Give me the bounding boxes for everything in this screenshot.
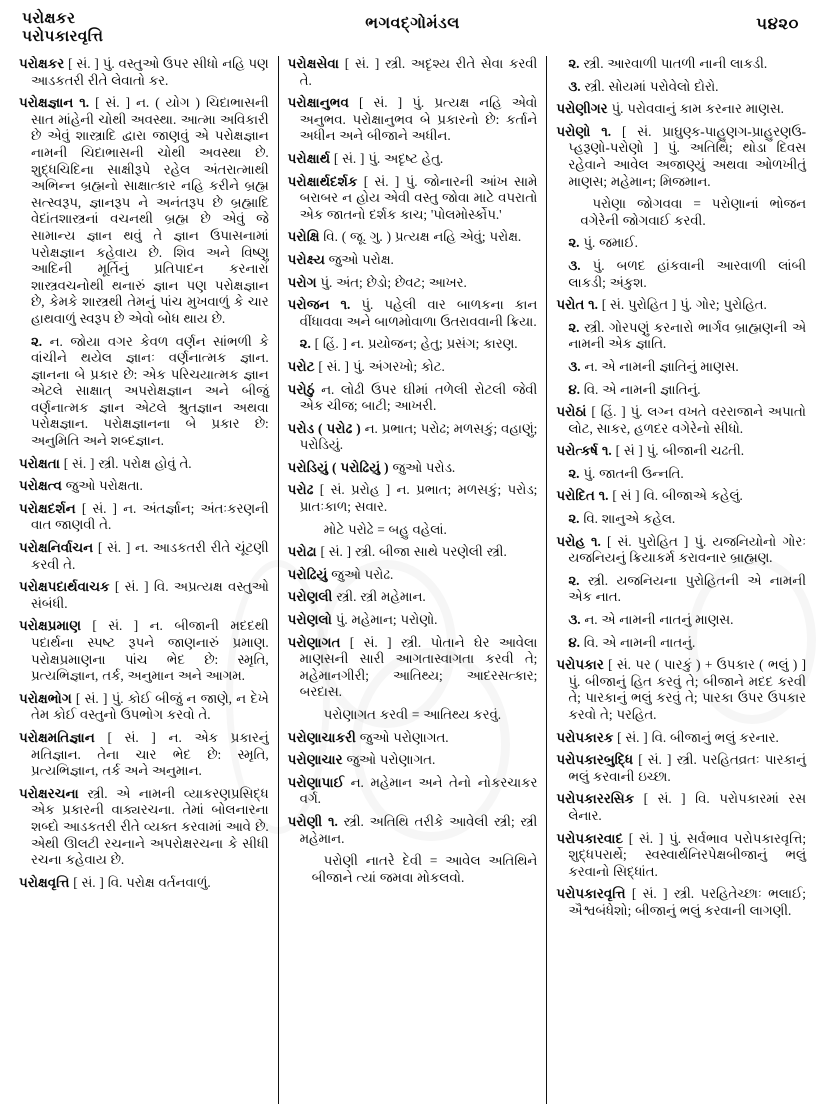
entry-part-of-speech: ન. (364, 420, 378, 436)
entry-definition: એ નામની જ્ઞાતિનું. (602, 381, 701, 397)
entry-etymology: [ સં. ] (97, 540, 131, 556)
dictionary-entry (288, 421, 538, 454)
entry-etymology: [ સં. ] (631, 886, 668, 902)
dictionary-entry (19, 456, 269, 473)
dictionary-entry (19, 478, 269, 495)
page-number: ૫૪૨૦ (756, 14, 799, 33)
entry-headword: પરોણાચાકરી (287, 729, 356, 745)
entry-definition: જોનારની આંખ સામે બરાબર ન હોય એવી વસ્તુ જોવા માટે વપરાતો એક જાતનો દર્શક કાચ; 'પોલમોર્સ્કોપ.' (299, 173, 538, 222)
text-column-3 (549, 56, 813, 1104)
entry-headword: પરોપકારવૃત્તિ (556, 886, 626, 902)
entry-part-of-speech: પું. (583, 235, 596, 251)
dictionary-entry (556, 573, 806, 606)
dictionary-entry (288, 730, 538, 747)
dictionary-entry (19, 334, 269, 450)
entry-part-of-speech: પું. (320, 274, 333, 290)
entry-headword: પરોક્ષજ્ઞાન (19, 95, 74, 111)
dictionary-entry (556, 791, 806, 824)
entry-headword: પરોદિત (556, 488, 595, 504)
dictionary-entry (556, 320, 806, 353)
entry-definition: પરોક્ષ હોવું તે. (122, 455, 192, 471)
entry-part-of-speech: વિ. (651, 729, 667, 745)
entry-part-of-speech: પું. (680, 297, 693, 313)
entry-definition: એક પ્રકારનું મતિજ્ઞાન. તેના ચાર ભેદ છે: સ્મૃતિ, પ્રત્યભિજ્ઞાન, તર્ક અને અનુમાન. (31, 729, 269, 779)
entry-sense-number: ૧. (601, 443, 612, 459)
entry-etymology: [ સં. ] (318, 358, 349, 374)
entry-sense-number: ૨. (299, 336, 311, 352)
entry-part-of-speech: સ્ત્રી. (583, 56, 604, 71)
dictionary-entry (19, 579, 269, 612)
entry-headword: પરોઠાં (556, 404, 587, 420)
entry-part-of-speech: પું. (361, 297, 374, 313)
entry-etymology: [ સં. ] (81, 500, 117, 516)
entry-etymology: [ સં. ] (358, 95, 403, 111)
entry-definition: એ નામની નાતનું માણસ. (601, 612, 734, 628)
entry-part-of-speech: ન. (168, 729, 182, 745)
dictionary-entry (288, 95, 538, 145)
dictionary-entry (556, 488, 806, 505)
column-divider (278, 56, 279, 1104)
dictionary-entry (288, 252, 538, 269)
entry-part-of-speech: વિ. (323, 229, 338, 245)
entry-part-of-speech: સ્ત્રી. (676, 752, 697, 768)
entry-headword: પરોક્ષમતિજ્ઞાન (19, 729, 95, 745)
entry-part-of-speech: પું. (669, 830, 682, 846)
entry-etymology: [ હિં. ] (314, 336, 347, 352)
entry-headword: પરોડિયું ( પરોઢિયું ) (287, 459, 389, 475)
entry-headword: પરોણાપાઈ (287, 774, 345, 790)
entry-part-of-speech: ન. (123, 500, 137, 516)
entry-definition: એ નામની જ્ઞાતિનું માણસ. (601, 358, 739, 374)
entry-definition: ( જૂ. ગુ. ) પ્રત્યક્ષ નહિ એવું; પરોક્ષ. (341, 229, 522, 245)
entry-headword: પરોક્ષનિર્વાચન (19, 540, 94, 556)
entry-etymology: [ સં ] (615, 443, 643, 459)
entry-part-of-speech: સ્ત્રી. (354, 544, 376, 560)
entry-part-of-speech: પું. (111, 690, 124, 706)
dictionary-entry (556, 730, 806, 747)
entry-part-of-speech: પું. (583, 465, 596, 481)
entry-phrase (288, 707, 538, 724)
entry-definition: પરહિતેચ્છાઃ ભલાઈ; ઐશ્વબંધેશો; બીજાનું ભલું કરવાની લાગણી. (568, 886, 806, 918)
entry-sense-number: ૩. (568, 257, 581, 273)
entry-part-of-speech: ન. (584, 358, 598, 374)
entry-definition: પહેલી વાર બાળકના કાન વીંધાવવા અને બાળમોવાળા ઉતરાવવાની ક્રિયા. (299, 297, 538, 329)
entry-sense-number: ૩. (568, 78, 581, 94)
entry-etymology: [ સં. પુરોહિત ] (601, 297, 677, 313)
entry-definition: અંત; છેડો; છેવટ; આખર. (336, 274, 467, 290)
entry-sense-number: ૧. (79, 95, 90, 111)
entry-part-of-speech: વિ. (583, 634, 599, 650)
entry-definition: પ્રત્યક્ષ નહિ એવો અનુભવ. પરોક્ષાનુભવ બે પ્રકારનો છે: કર્તાને અધીન અને બીજાને અધીન. (299, 95, 538, 144)
entry-part-of-speech: વિ. (153, 579, 169, 595)
entry-definition: સર્વભાવ પરોપકારવૃત્તિ; શુદ્ધપરાર્થે; સ્વસ્વાર્થનિરપેક્ષબીજાનું ભલું કરવાનો સિદ્ધાંત. (568, 830, 807, 879)
entry-definition: વસ્તુઓ ઉપર સીધો નહિ પણ આડકતરી રીતે લેવાતો કર. (31, 56, 269, 88)
entry-phrase (556, 196, 806, 229)
entry-etymology: [ સં. ] (68, 56, 99, 71)
entry-headword: પરોક્ષાર્થ (287, 150, 331, 166)
dictionary-entry (288, 56, 538, 89)
column-divider (546, 56, 547, 1104)
entry-sense-number: ૧. (601, 123, 612, 139)
entry-headword: પરોણલી (287, 589, 333, 605)
entry-part-of-speech: પું. (405, 173, 418, 189)
entry-definition: બળદ હાંકવાની આરવાળી લાંબી લાકડી; અંકુશ. (568, 257, 807, 290)
entry-etymology: [ સં. ] (95, 95, 131, 111)
entry-phrase (288, 522, 538, 539)
dictionary-entry (19, 501, 269, 534)
entry-definition: મહેમાન; પરોણો. (351, 612, 438, 628)
entry-definition: બીજાની ચઢતી. (662, 443, 745, 459)
entry-part-of-speech: પું. (368, 150, 381, 166)
entry-part-of-speech: સ્ત્રી. (98, 455, 119, 471)
entry-headword: પરોડ ( પરોઢ ) (287, 420, 361, 436)
entry-etymology: [ સં. ] (75, 690, 108, 706)
entry-headword: પરોક્ષિ (287, 229, 320, 245)
dictionary-entry (288, 151, 538, 168)
entry-definition: લગ્ન વખતે વરરાજાને અપાતો લોટ, સાકર, હળદર વગેરેનો સીધો. (568, 404, 806, 436)
entry-headword: પરોઢા (287, 544, 317, 560)
dictionary-entry (288, 297, 538, 330)
entry-sense-number: ૧. (588, 297, 598, 313)
entry-etymology: [ સં. ] (107, 729, 156, 745)
entry-part-of-speech: સ્ત્રી. (336, 589, 357, 605)
entry-part-of-speech: ન. (350, 336, 364, 352)
entry-etymology: [ સં. પ્રરોહ ] (319, 482, 391, 498)
dictionary-entry (288, 612, 538, 629)
dictionary-entry (288, 382, 538, 415)
entry-part-of-speech: વિ. (695, 791, 710, 807)
entry-part-of-speech: પું. (667, 140, 680, 156)
dictionary-entry (288, 174, 538, 224)
entry-part-of-speech: સ્ત્રી. (87, 785, 108, 801)
entry-definition: યજનિયોનો ગોરઃ યજનિયનું ક્રિયાકર્મ કરાવનાર બ્રાહ્મણ. (568, 533, 807, 566)
entry-definition: અપ્રત્યક્ષ વસ્તુઓ સંબંધી. (31, 579, 269, 611)
entry-headword: પરોક્ષપ્રમાણ (19, 618, 81, 634)
dictionary-entry (288, 544, 538, 561)
entry-headword: પરોક્ષપદાર્થવાચક (19, 579, 110, 595)
entry-sense-number: ૨. (31, 333, 43, 349)
dictionary-entry (556, 443, 806, 460)
entry-etymology: [ સં. ] (344, 56, 380, 71)
entry-sense-number: ૨. (568, 235, 580, 251)
entry-etymology: [ સં. ] (628, 830, 664, 846)
entry-definition: મહેમાન અને તેનો નોકરચાકર વર્ગ. (299, 774, 538, 807)
entry-headword: પરોક્ષભોગ (19, 690, 72, 706)
entry-definition: જુઓ પરોક્ષતા. (65, 478, 143, 494)
entry-definition: પરહિતવ્રતઃ પારકાનું ભલું કરવાની ઇચ્છા. (568, 752, 807, 784)
book-title: ભગવદ્ગોમંડલ (365, 15, 460, 32)
entry-part-of-speech: પું. (694, 533, 707, 549)
entry-part-of-speech: ન. (396, 482, 410, 498)
dictionary-entry (556, 752, 806, 785)
dictionary-entry (288, 589, 538, 606)
entry-part-of-speech: સ્ત્રી. (673, 886, 695, 902)
text-column-1 (12, 56, 276, 1104)
entry-part-of-speech: વિ. (643, 488, 659, 504)
dictionary-entry (556, 124, 806, 190)
entry-part-of-speech: ન. (321, 381, 335, 397)
dictionary-entry (556, 258, 806, 291)
entry-phrase (288, 853, 538, 886)
entry-definition: શાનુએ કહેલ. (601, 511, 676, 527)
entry-part-of-speech: પું. (412, 95, 425, 111)
entry-headword: પરોત્કર્ષ (556, 443, 599, 459)
entry-etymology: [ સં. ] (114, 579, 149, 595)
entry-definition: ગોરપણું કરનારો ભાર્ગવ બ્રાહ્મણની એ નામની એક જ્ઞાતિ. (568, 319, 807, 352)
entry-definition: કોઈ બીજું ન જાણે, ન દેખે તેમ કોઈ વસ્તુનો ઉપભોગ કરવો તે. (31, 690, 269, 723)
dictionary-entry (556, 297, 806, 314)
entry-headword: પરોઠું (287, 381, 315, 397)
entry-part-of-speech: પું. (611, 101, 624, 117)
entry-headword: પરોઢ (287, 482, 314, 498)
entry-headword: પરોટ (287, 358, 315, 374)
dictionary-entry (556, 657, 806, 723)
dictionary-entry (288, 775, 538, 808)
dictionary-entry (19, 730, 269, 780)
entry-definition: બીજાનું ભલું કરનાર. (670, 729, 779, 745)
entry-phrase-text: પરોણાગત કરવી = આતિથ્ય કરવું. (323, 707, 502, 722)
column-container (12, 56, 813, 1104)
entry-part-of-speech: વિ. (107, 874, 123, 890)
entry-headword: પરોપકારરસિક (556, 791, 635, 807)
dictionary-entry (19, 786, 269, 869)
entry-headword: પરોક્ષસેવા (287, 56, 339, 71)
entry-definition: જુઓ પરોઢ. (331, 566, 394, 582)
entry-definition: જુઓ પરોક્ષ. (328, 251, 394, 267)
dictionary-entry (556, 404, 806, 437)
entry-headword: પરોપકારક (556, 729, 614, 745)
dictionary-entry (288, 229, 538, 246)
entry-sense-number: ૨. (568, 319, 580, 335)
dictionary-entry (288, 275, 538, 292)
entry-definition: પરોપકારમાં રસ લેનાર. (568, 791, 807, 823)
entry-definition: જાતની ઉન્નતિ. (599, 465, 684, 481)
entry-definition: યજનિયના પુરોહિતની એ નામની એક નાત. (568, 572, 807, 605)
entry-sense-number: ૧. (328, 813, 338, 829)
entry-sense-number: ૨. (568, 511, 580, 527)
dictionary-entry (556, 511, 806, 528)
entry-definition: પરોવવાનું કામ કરનાર માણસ. (627, 101, 784, 117)
dictionary-entry (556, 101, 806, 118)
entry-definition: એ નામની નાતનું. (602, 634, 696, 650)
entry-definition: બીજાનું હિત કરવું તે; બીજાને મદદ કરવી તે; પારકાનું ભલું કરવું તે; પારકા ઉપર ઉપકાર કરવો તે; પરહિત. (568, 673, 807, 722)
entry-part-of-speech: પું. (352, 358, 365, 374)
dictionary-entry (556, 79, 806, 96)
entry-headword: પરોઢિયું (287, 566, 328, 582)
entry-definition: બીજાએ કહેલું. (661, 488, 743, 504)
entry-part-of-speech: સ્ત્રી. (400, 634, 422, 650)
dictionary-entry (556, 235, 806, 252)
dictionary-entry (288, 635, 538, 701)
entry-etymology: [ સં. ] (333, 150, 365, 166)
entry-sense-number: ૪. (568, 634, 580, 650)
entry-headword: પરોક્ષદર્શન (19, 500, 76, 516)
entry-headword: પરોગ (287, 274, 317, 290)
entry-headword: પરોજન (287, 297, 330, 313)
entry-definition: ( યોગ ) ચિદાભાસની સાત માંહેની ચોથી અવસ્થા. આત્મા અવિકારી છે એવું શાસ્ત્રાદિ દ્વારા જાણવું એ પરોક્ષજ્ઞાન નામની ચિદાભાસની ચોથી અવસ્થા છે. શુદ્ધચિદિના સાક્ષીરૂપે રહેલ અંતરાત્માથી અભિન્ન બ્રહ્મનો સાક્ષાત્કાર નહિ કરીને બ્રહ્મ સત્સ્વરૂપ, જ્ઞાનરૂપ ને અનંતરૂપ છે બ્રહ્માદિ વેદાંતશાસ્ત્રનાં વચનથી બ્રહ્મ છે એવું જે સામાન્ય જ્ઞાન થવું તે જ્ઞાન ઉપાસનામાં પરોક્ષજ્ઞાન કહેવાય છે. શિવ અને વિષ્ણુ આદિની મૂર્તિનું પ્રતિપાદન કરનારાં શાસ્ત્રવચનોથી થનારું જ્ઞાન પણ પરોક્ષજ્ઞાન છે, કેમકે શાસ્ત્રથી તેમનું પાંચ મુખવાળું કે ચાર હાથવાળું સ્વરૂપ છે એવો બોધ થાય છે. (31, 95, 269, 326)
entry-headword: પરોક્ષકર (19, 56, 65, 71)
entry-part-of-speech: પું. (102, 56, 115, 71)
entry-etymology: [ સં. ] (73, 874, 104, 890)
entry-definition: ગોર; પુરોહિત. (695, 297, 767, 313)
entry-headword: પરોણીગર (556, 101, 608, 117)
entry-part-of-speech: સ્ત્રી. (385, 56, 406, 71)
entry-headword: પરોક્ષત્વ (19, 478, 62, 494)
entry-headword: પરોપકારબુદ્ધિ (556, 752, 634, 768)
entry-sense-number: ૨. (568, 56, 580, 71)
entry-headword: પરોણાગત (287, 634, 341, 650)
entry-etymology: [ સં. ] (617, 729, 648, 745)
dictionary-entry (556, 612, 806, 629)
entry-definition: આડકતરી રીતે ચૂંટણી કરવી તે. (31, 540, 269, 572)
entry-part-of-speech: પું. (335, 612, 348, 628)
dictionary-entry (19, 691, 269, 724)
dictionary-entry (556, 635, 806, 652)
dictionary-entry (19, 618, 269, 684)
dictionary-entry (19, 56, 269, 89)
entry-etymology: [ સં. ] (92, 618, 139, 634)
entry-definition: જોયા વગર કેવળ વર્ણન સાંભળી કે વાંચીને થયેલ જ્ઞાનઃ વર્ણનાત્મક જ્ઞાન. જ્ઞાનના બે પ્રકાર છે: એક પરિચયાત્મક જ્ઞાન એટલે સાક્ષાત્ અપરોક્ષજ્ઞાન અને બીજું વર્ણનાત્મક જ્ઞાન એટલે શ્રુતજ્ઞાન અથવા પરોક્ષજ્ઞાન. પરોક્ષજ્ઞાનના બે પ્રકાર છે: અનુમિતિ અને શબ્દજ્ઞાન. (31, 333, 269, 449)
entry-part-of-speech: ન. (350, 774, 364, 790)
text-column-2 (281, 56, 545, 1104)
entry-part-of-speech: પું. (592, 257, 605, 273)
entry-etymology: [ સં. ] (63, 455, 95, 471)
entry-headword: પરોત (556, 297, 585, 313)
entry-headword: પરોપકાર (556, 657, 604, 673)
entry-headword: પરોક્ષાર્થદર્શક (287, 173, 358, 189)
dictionary-entry (288, 460, 538, 477)
entry-definition: અંતર્જ્ઞાન; અંતઃકરણની વાત જાણવી તે. (31, 500, 269, 533)
dictionary-entry (556, 831, 806, 881)
entry-etymology: [ સં. ] (349, 634, 392, 650)
entry-etymology: [ સં ] (612, 488, 640, 504)
entry-sense-number: ૨. (568, 572, 580, 588)
entry-part-of-speech: સ્ત્રી. (343, 813, 364, 829)
entry-headword: પરોણાચાર (287, 752, 343, 768)
dictionary-entry (288, 567, 538, 584)
entry-definition: બીજા સાથે પરણેલી સ્ત્રી. (379, 544, 507, 560)
dictionary-entry (288, 336, 538, 353)
entry-part-of-speech: પું. (630, 404, 643, 420)
entry-definition: પોતાને ઘેર આવેલા માણસની સારી આગતાસ્વાગતા કરવી તે; મહેમાનગીરી; આતિથ્ય; આદરસત્કાર; બરદાસ. (299, 634, 538, 700)
entry-etymology: [ સં. ] (638, 752, 672, 768)
entry-part-of-speech: પું. (646, 443, 659, 459)
entry-headword: પરોક્ષવૃત્તિ (19, 874, 70, 890)
running-head-first-entry: પરોક્ષકર (22, 10, 76, 27)
entry-definition: આરવાળી પાતળી નાની લાકડી. (607, 56, 768, 71)
entry-definition: પ્રભાત; મળસકું; પરોડ; પ્રાતઃકાળ; સવાર. (299, 482, 538, 515)
entry-etymology: [ સં. પ્રાઘુણ્ક-પાહુણગ-પ્રાહુરણઉ-પ્હરૂણો-પરોણો ] (568, 123, 807, 156)
entry-definition: સોયમાં પરોવેલો દોરો. (608, 78, 719, 94)
entry-etymology: [ હિં. ] (591, 404, 626, 420)
entry-etymology: [ સં. ] (363, 173, 400, 189)
entry-part-of-speech: ન. (149, 618, 163, 634)
entry-part-of-speech: સ્ત્રી. (587, 572, 609, 588)
entry-sense-number: ૨. (568, 465, 580, 481)
running-head-last-entry: પરોપકારવૃત્તિ (22, 28, 104, 45)
dictionary-entry (556, 466, 806, 483)
entry-phrase-text: પરોણી નાતરે દેવી = આવેલ અતિથિને બીજાને ત્યાં જમવા મોકલવો. (311, 853, 538, 885)
entry-definition: જમાઈ. (599, 235, 638, 251)
entry-definition: જુઓ પરોણાગત. (359, 729, 449, 745)
entry-part-of-speech: સ્ત્રી. (584, 319, 605, 335)
entry-etymology: [ સં. ] (320, 544, 352, 560)
entry-part-of-speech: ન. (136, 95, 150, 111)
dictionary-entry (556, 382, 806, 399)
dictionary-entry (288, 482, 538, 515)
entry-phrase-text: પરોણા જોગવવા = પરોણાનાં ભોજન વગેરેની જોગવાઈ કરવી. (580, 196, 807, 228)
dictionary-entry (288, 814, 538, 847)
entry-definition: પ્રયોજન; હેતુ; પ્રસંગ; કારણ. (367, 336, 518, 352)
entry-part-of-speech: સ્ત્રી. (584, 78, 605, 94)
entry-headword: પરોણલો (287, 612, 332, 628)
entry-definition: પ્રભાત; પરોઢ; મળસકું; વહાણું; પરોડિયું. (299, 420, 538, 453)
dictionary-entry (556, 56, 806, 73)
entry-headword: પરોક્ષરચના (19, 785, 79, 801)
entry-definition: જુઓ પરોડ. (392, 459, 456, 475)
entry-sense-number: ૧. (340, 297, 351, 313)
entry-part-of-speech: વિ. (583, 511, 598, 527)
entry-definition: અદૃષ્ટ હેતુ. (384, 150, 444, 166)
entry-part-of-speech: પું. (568, 673, 581, 689)
entry-definition: એ નામની વ્યાકરણપ્રસિદ્ધ એક પ્રકારની વાક્યરચના. તેમાં બોલનારના શબ્દો આડકતરી રીતે વ્યક્ત કરવામાં આવે છે. એથી ઊલટી રચનાને અપરોક્ષરચના કે સીધી રચના કહેવાય છે. (31, 785, 269, 868)
entry-headword: પરોક્ષાનુભવ (287, 95, 349, 111)
dictionary-entry (556, 886, 806, 919)
dictionary-entry (288, 359, 538, 376)
dictionary-entry (19, 95, 269, 327)
entry-definition: બીજાની મદદથી પદાર્થના સ્પષ્ટ રૂપને જાણનારું પ્રમાણ. પરોક્ષપ્રમાણના પાંચ ભેદ છે: સ્મૃતિ, પ્રત્યભિજ્ઞાન, તર્ક, અનુમાન અને આગમ. (31, 618, 269, 684)
entry-sense-number: ૧. (591, 533, 601, 549)
entry-etymology: [ સં. ] (643, 791, 686, 807)
entry-definition: અદૃશ્ય રીતે સેવા કરવી તે. (299, 56, 538, 88)
entry-definition: અંગરખો; કોટ. (368, 358, 445, 374)
entry-headword: પરોક્ષતા (19, 455, 60, 471)
entry-phrase-text: મોટે પરોઢે = બહુ વહેલાં. (323, 521, 447, 537)
entry-headword: પરોક્ષ્ય (287, 251, 325, 267)
entry-part-of-speech: ન. (49, 333, 63, 349)
entry-definition: લોઢી ઉપર ઘીમાં તળેલી રોટલી જેવી એક ચીજ; બાટી; આખરી. (299, 381, 538, 414)
entry-sense-number: ૧. (598, 488, 609, 504)
entry-part-of-speech: ન. (134, 540, 149, 556)
entry-part-of-speech: ન. (584, 612, 598, 628)
dictionary-entry (19, 875, 269, 892)
entry-definition: જુઓ પરોણાગત. (346, 752, 436, 768)
dictionary-entry (556, 359, 806, 376)
entry-sense-number: ૩. (568, 358, 581, 374)
dictionary-entry (288, 752, 538, 769)
entry-headword: પરોણો (556, 123, 591, 139)
entry-definition: અતિથિ તરીકે આવેલી સ્ત્રી; સ્ત્રી મહેમાન. (299, 813, 538, 846)
entry-definition: પરોક્ષ વર્તનવાળું. (126, 874, 211, 890)
entry-sense-number: ૩. (568, 612, 581, 628)
running-head (12, 10, 813, 56)
entry-etymology: [ સં. પુરોહિત ] (606, 533, 689, 549)
entry-part-of-speech: વિ. (583, 381, 599, 397)
entry-headword: પરોણી (287, 813, 323, 829)
entry-etymology: [ સં. પર ( પારકું ) + ઉપકાર ( ભલું ) ] (608, 657, 807, 673)
entry-definition: સ્ત્રી મહેમાન. (360, 589, 426, 605)
entry-sense-number: ૪. (568, 381, 580, 397)
dictionary-entry (19, 540, 269, 573)
entry-headword: પરોહ (556, 533, 585, 549)
dictionary-entry (556, 534, 806, 567)
entry-definition: અતિથિ; થોડા દિવસ રહેવાને આવેલ અજાણ્યું અથવા ઓળખીતું માણસ; મહેમાન; મિજમાન. (568, 140, 807, 189)
entry-headword: પરોપકારવાદ (556, 830, 623, 846)
